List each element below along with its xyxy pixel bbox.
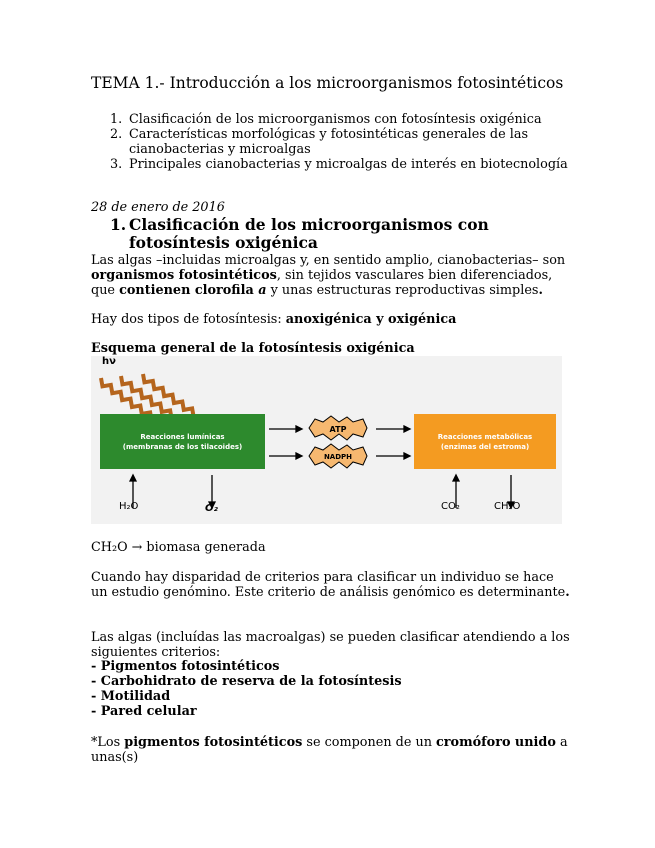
paragraph-pigments: *Los pigmentos fotosintéticos se componen de un cromóforo unido a unas(s) bbox=[91, 735, 568, 765]
paragraph-biomass: CH₂O → biomasa generada bbox=[91, 540, 266, 555]
o2-label: O₂ bbox=[205, 503, 218, 514]
toc-item: 3. Principales cianobacterias y microalgas de interés en biotecnología bbox=[110, 157, 568, 172]
toc-item: 1. Clasificación de los microorganismos con fotosíntesis oxigénica bbox=[110, 112, 542, 127]
ch2o-label: CH₂O bbox=[494, 501, 521, 512]
hv-label: hν bbox=[102, 356, 116, 367]
h2o-label: H₂O bbox=[119, 501, 139, 512]
metabolic-reactions-box: Reacciones metabólicas (enzimas del estroma) bbox=[414, 414, 556, 469]
paragraph-genomic: Cuando hay disparidad de criterios para clasificar un individuo se hace un estudio genómino. Este criterio de análisis genómico es determinante. bbox=[91, 570, 570, 600]
paragraph-types: Hay dos tipos de fotosíntesis: anoxigénica y oxigénica bbox=[91, 312, 457, 327]
atp-label: ATP bbox=[329, 425, 347, 434]
list-item: - Pigmentos fotosintéticos bbox=[91, 659, 280, 674]
photosynthesis-diagram bbox=[91, 356, 562, 524]
toc-item: 2. Características morfológicas y fotosintéticas generales de las cianobacterias y microalgas bbox=[110, 127, 529, 157]
diagram-title: Esquema general de la fotosíntesis oxigénica bbox=[91, 341, 415, 356]
paragraph-definition: Las algas –incluidas microalgas y, en sentido amplio, cianobacterias– son organismos fotosintéticos, sin tejidos vasculares bien diferenciados, que contienen clorofila a y unas estructuras reproductivas simples. bbox=[91, 253, 566, 298]
criteria-list bbox=[91, 659, 571, 719]
paragraph-classification: Las algas (incluídas las macroalgas) se pueden clasificar atendiendo a los siguientes criterios: bbox=[91, 630, 570, 660]
section-heading: 1. Clasificación de los microorganismos con fotosíntesis oxigénica bbox=[110, 215, 489, 252]
list-item: - Carbohidrato de reserva de la fotosíntesis bbox=[91, 674, 402, 689]
co2-label: CO₂ bbox=[441, 501, 460, 512]
toc-list bbox=[91, 112, 571, 172]
date: 28 de enero de 2016 bbox=[91, 200, 225, 215]
list-item: - Pared celular bbox=[91, 704, 197, 719]
page-title: TEMA 1.- Introducción a los microorganismos fotosintéticos bbox=[91, 74, 564, 92]
nadph-label: NADPH bbox=[323, 453, 353, 461]
list-item: - Motilidad bbox=[91, 689, 171, 704]
light-reactions-box: Reacciones lumínicas (membranas de los tilacoides) bbox=[100, 414, 265, 469]
